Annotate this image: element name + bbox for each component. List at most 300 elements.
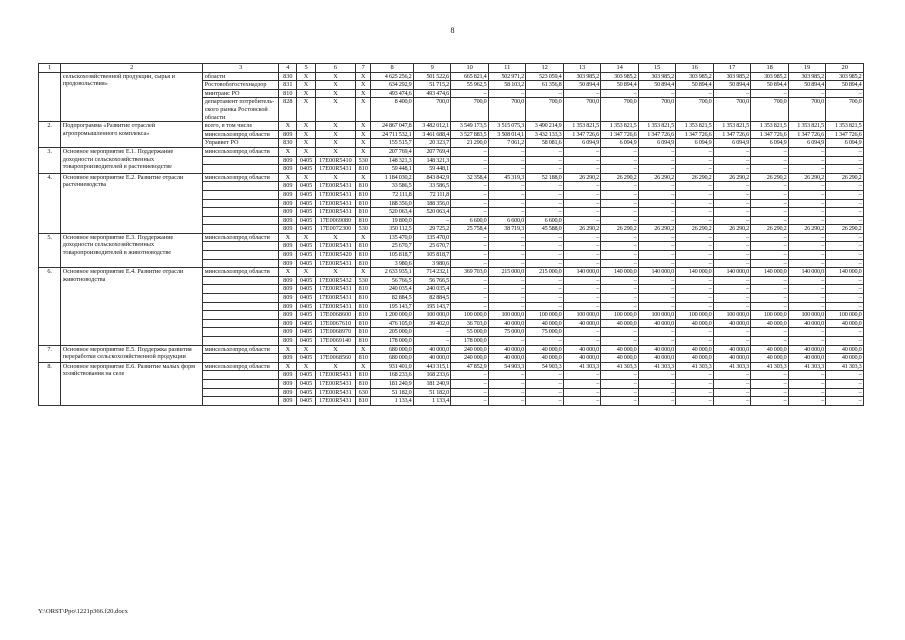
amount-cell: – [751,165,789,174]
amount-cell: – [826,156,864,165]
amount-cell: – [563,276,601,285]
amount-cell: 26 290,2 [826,225,864,234]
amount-cell: 40 000,0 [488,354,526,363]
amount-cell: – [563,165,601,174]
budget-code-cell: X [356,122,371,131]
amount-cell: 25 670,7 [413,242,451,251]
amount-cell: – [788,371,826,380]
budget-code-cell: 17Е00R5431 [315,199,356,208]
amount-cell: 100 000,0 [413,311,451,320]
amount-cell: 240 000,0 [451,354,489,363]
budget-code-cell: X [315,345,356,354]
budget-code-cell: 809 [279,337,297,346]
amount-cell: 493 474,6 [371,89,414,98]
executor [203,285,279,294]
item-number: 2. [39,122,61,148]
amount-cell: – [601,89,639,98]
amount-cell: 75 000,0 [526,328,564,337]
executor: минсельхозпрод области [203,130,279,139]
amount-cell: – [751,216,789,225]
amount-cell: 4 625 256,2 [371,72,414,81]
budget-code-cell: 809 [279,156,297,165]
amount-cell: – [488,276,526,285]
amount-cell: – [676,242,714,251]
amount-cell: 303 985,2 [826,72,864,81]
amount-cell: 6 094,9 [713,139,751,148]
amount-cell: 26 290,2 [638,173,676,182]
amount-cell: – [563,259,601,268]
amount-cell: 26 290,2 [788,173,826,182]
table-row [39,147,864,156]
amount-cell: – [563,242,601,251]
amount-cell: 100 000,0 [638,311,676,320]
amount-cell: – [788,251,826,260]
amount-cell: 700,0 [788,98,826,122]
program-name: Основное мероприятие Е.3. Поддержание доходности сельскохозяйственных товаропроизводителей в животноводстве [61,233,203,267]
budget-code-cell: 809 [279,319,297,328]
amount-cell: 700,0 [451,98,489,122]
amount-cell: 700,0 [488,98,526,122]
amount-cell: 40 000,0 [638,354,676,363]
amount-cell: – [713,379,751,388]
amount-cell: – [601,216,639,225]
amount-cell: 26 290,2 [601,225,639,234]
amount-cell: – [713,216,751,225]
executor [203,199,279,208]
budget-code-cell: 17Е00R5431 [315,371,356,380]
amount-cell: 51 715,2 [413,81,451,90]
amount-cell: – [826,233,864,242]
amount-cell: 1 353 821,5 [788,122,826,131]
amount-cell: 6 094,9 [676,139,714,148]
amount-cell: – [676,165,714,174]
amount-cell: – [713,302,751,311]
executor [203,242,279,251]
amount-cell: 100 000,0 [601,311,639,320]
budget-code-cell: 809 [279,259,297,268]
amount-cell: – [751,328,789,337]
amount-cell: 55 962,5 [451,81,489,90]
amount-cell: – [601,156,639,165]
amount-cell: – [601,302,639,311]
amount-cell: – [826,242,864,251]
amount-cell: 19 800,0 [371,216,414,225]
amount-cell: 195 143,7 [413,302,451,311]
amount-cell: 700,0 [751,98,789,122]
amount-cell: 714 232,1 [413,268,451,277]
amount-cell: – [788,379,826,388]
amount-cell: – [488,397,526,406]
amount-cell: – [751,156,789,165]
amount-cell: – [526,147,564,156]
amount-cell: 40 000,0 [788,319,826,328]
budget-code-cell: X [315,139,356,148]
budget-code-cell: X [279,345,297,354]
amount-cell: 195 143,7 [371,302,414,311]
amount-cell: – [751,397,789,406]
budget-code-cell: 17Е00R5431 [315,285,356,294]
amount-cell: 1 133,4 [371,397,414,406]
budget-code-cell: X [315,173,356,182]
column-number: 16 [676,64,714,73]
amount-cell: 240 000,0 [451,345,489,354]
amount-cell: – [451,156,489,165]
table-row [39,345,864,354]
amount-cell: – [526,165,564,174]
amount-cell: 140 000,0 [676,268,714,277]
budget-code-cell: X [315,130,356,139]
executor: Управвет РО [203,139,279,148]
budget-code-cell: X [297,89,315,98]
amount-cell: – [488,285,526,294]
amount-cell: – [488,208,526,217]
amount-cell: 207 769,4 [413,147,451,156]
amount-cell: – [788,190,826,199]
amount-cell: 181 240,9 [413,379,451,388]
amount-cell: 59 448,1 [371,165,414,174]
amount-cell: 350 112,5 [371,225,414,234]
amount-cell: – [563,294,601,303]
amount-cell: 41 303,3 [788,362,826,371]
budget-code-cell: 17Е00R5431 [315,388,356,397]
budget-code-cell: 0405 [297,311,315,320]
budget-code-cell: X [356,345,371,354]
amount-cell: – [638,388,676,397]
budget-code-cell: X [315,233,356,242]
amount-cell: 168 233,6 [413,371,451,380]
budget-code-cell: 831 [279,81,297,90]
amount-cell: 100 000,0 [713,311,751,320]
amount-cell: 40 000,0 [713,354,751,363]
amount-cell: 26 290,2 [751,173,789,182]
amount-cell: 38 719,3 [488,225,526,234]
amount-cell: – [601,328,639,337]
amount-cell: 26 290,2 [676,225,714,234]
budget-code-cell: 809 [279,311,297,320]
amount-cell: – [563,302,601,311]
budget-code-cell: X [315,362,356,371]
amount-cell: 36 703,0 [451,319,489,328]
amount-cell: 1 353 821,5 [601,122,639,131]
budget-code-cell: 809 [279,285,297,294]
executor [203,251,279,260]
amount-cell: – [638,182,676,191]
amount-cell: 6 600,0 [451,216,489,225]
executor [203,397,279,406]
column-number: 4 [279,64,297,73]
amount-cell: – [563,156,601,165]
program-name: Основное мероприятие Е.6. Развитие малых форм хозяйствования на селе [61,362,203,405]
amount-cell: 303 985,2 [713,72,751,81]
amount-cell: 3 508 014,1 [488,130,526,139]
amount-cell: 50 894,4 [826,81,864,90]
program-name: Основное мероприятие Е.5. Поддержка развития переработки сельскохозяйственной продукции [61,345,203,362]
amount-cell: – [638,379,676,388]
amount-cell: – [676,294,714,303]
amount-cell: 40 000,0 [563,354,601,363]
amount-cell: 26 290,2 [826,173,864,182]
amount-cell: 100 000,0 [526,311,564,320]
budget-code-cell: 17Е00R5431 [315,208,356,217]
amount-cell: 1 353 821,5 [563,122,601,131]
amount-cell: – [676,147,714,156]
amount-cell: 8 400,0 [371,98,414,122]
budget-code-cell: 17Е00R5431 [315,242,356,251]
amount-cell: – [451,371,489,380]
amount-cell: – [751,190,789,199]
amount-cell: – [601,294,639,303]
amount-cell: – [601,379,639,388]
amount-cell: – [826,216,864,225]
executor [203,216,279,225]
amount-cell: – [676,199,714,208]
amount-cell: – [788,182,826,191]
amount-cell: 26 290,2 [563,225,601,234]
table-row [39,362,864,371]
budget-code-cell: 0405 [297,225,315,234]
budget-code-cell: X [279,173,297,182]
budget-code-cell: X [356,81,371,90]
amount-cell: – [638,302,676,311]
amount-cell: – [488,259,526,268]
amount-cell: 100 000,0 [788,311,826,320]
table-row [39,173,864,182]
executor [203,328,279,337]
amount-cell: – [601,182,639,191]
amount-cell: – [638,242,676,251]
amount-cell: – [751,337,789,346]
budget-code-cell: 0405 [297,156,315,165]
budget-code-cell: X [356,72,371,81]
budget-code-cell: 810 [356,285,371,294]
executor [203,371,279,380]
budget-code-cell: X [315,98,356,122]
amount-cell: 205 000,0 [371,328,414,337]
budget-code-cell: 809 [279,294,297,303]
amount-cell: – [601,388,639,397]
amount-cell: – [676,276,714,285]
amount-cell: 40 000,0 [713,319,751,328]
amount-cell: – [451,379,489,388]
budget-code-cell: X [356,98,371,122]
amount-cell: 493 474,6 [413,89,451,98]
amount-cell: – [451,285,489,294]
amount-cell: – [826,285,864,294]
amount-cell: 40 000,0 [563,345,601,354]
amount-cell: 168 233,6 [371,371,414,380]
amount-cell: – [488,199,526,208]
amount-cell: 54 903,3 [488,362,526,371]
column-number: 8 [371,64,414,73]
budget-code-cell: 17Е0068600 [315,311,356,320]
item-number: 3. [39,147,61,173]
amount-cell: – [826,147,864,156]
amount-cell: – [676,379,714,388]
budget-code-cell: 810 [356,337,371,346]
amount-cell: 40 000,0 [788,354,826,363]
amount-cell: 140 000,0 [563,268,601,277]
item-number: 8. [39,362,61,405]
executor [203,379,279,388]
amount-cell: – [563,182,601,191]
budget-code-cell: 17Е00R5432 [315,276,356,285]
budget-code-cell: 17Е0072300 [315,225,356,234]
budget-code-cell: 810 [356,319,371,328]
amount-cell: 40 000,0 [601,345,639,354]
amount-cell: 100 000,0 [826,311,864,320]
amount-cell: 140 000,0 [638,268,676,277]
amount-cell: 40 000,0 [713,345,751,354]
column-number: 12 [526,64,564,73]
amount-cell: – [488,89,526,98]
amount-cell: 29 725,2 [413,225,451,234]
amount-cell: 24 867 047,8 [371,122,414,131]
budget-code-cell: 17Е00R5431 [315,302,356,311]
amount-cell: – [526,285,564,294]
budget-code-cell: 17Е00R5431 [315,190,356,199]
budget-code-cell: X [279,362,297,371]
budget-code-cell: 809 [279,242,297,251]
amount-cell: – [526,208,564,217]
budget-code-cell: 810 [279,89,297,98]
column-number: 1 [39,64,61,73]
amount-cell: 40 000,0 [788,345,826,354]
program-name: Основное мероприятие Е.1. Поддержание доходности сельскохозяйственных товаропроизводителей в растениеводстве [61,147,203,173]
budget-code-cell: X [297,362,315,371]
amount-cell: – [488,156,526,165]
amount-cell: 665 821,4 [451,72,489,81]
amount-cell: 303 985,2 [563,72,601,81]
amount-cell: – [788,276,826,285]
amount-cell: 41 303,3 [601,362,639,371]
executor [203,354,279,363]
amount-cell: – [713,337,751,346]
amount-cell: – [788,337,826,346]
executor [203,302,279,311]
amount-cell: – [563,208,601,217]
amount-cell: – [713,328,751,337]
amount-cell: 40 000,0 [826,319,864,328]
amount-cell: – [676,89,714,98]
item-number: 7. [39,345,61,362]
amount-cell: – [676,233,714,242]
budget-code-cell: 810 [356,190,371,199]
amount-cell: – [451,190,489,199]
amount-cell: – [526,182,564,191]
amount-cell: 3 980,6 [371,259,414,268]
amount-cell: – [676,328,714,337]
budget-code-cell: 830 [279,72,297,81]
amount-cell: – [638,165,676,174]
amount-cell: 3 515 075,3 [488,122,526,131]
amount-cell: – [563,328,601,337]
amount-cell: – [526,337,564,346]
budget-code-cell: 630 [356,388,371,397]
amount-cell: 520 063,4 [413,208,451,217]
amount-cell: – [451,302,489,311]
budget-code-cell: 828 [279,98,297,122]
amount-cell: 40 000,0 [638,319,676,328]
amount-cell: 6 094,9 [638,139,676,148]
executor: минтранс РО [203,89,279,98]
budget-code-cell: X [297,72,315,81]
amount-cell: – [713,259,751,268]
amount-cell: – [526,371,564,380]
amount-cell: 26 290,2 [751,225,789,234]
budget-code-cell: 810 [356,294,371,303]
budget-code-cell: 0405 [297,259,315,268]
amount-cell: – [526,302,564,311]
amount-cell: 72 111,8 [413,190,451,199]
budget-code-cell: 809 [279,371,297,380]
amount-cell: – [563,233,601,242]
amount-cell: 700,0 [713,98,751,122]
amount-cell: – [788,259,826,268]
amount-cell: 40 000,0 [526,319,564,328]
budget-code-cell: 810 [356,311,371,320]
page-number: 8 [450,26,455,35]
budget-code-cell: X [356,173,371,182]
budget-code-cell: 0405 [297,379,315,388]
amount-cell: 40 000,0 [638,345,676,354]
amount-cell: – [788,285,826,294]
amount-cell: – [451,388,489,397]
budget-code-cell: 809 [279,397,297,406]
budget-code-cell: X [279,233,297,242]
amount-cell: 1 353 821,5 [826,122,864,131]
budget-code-cell: X [297,130,315,139]
amount-cell: – [751,294,789,303]
budget-code-cell: 0405 [297,199,315,208]
amount-cell: – [563,371,601,380]
amount-cell: – [451,242,489,251]
amount-cell: 6 094,9 [601,139,639,148]
amount-cell: – [676,208,714,217]
executor: минсельхозпрод области [203,147,279,156]
budget-code-cell: 809 [279,251,297,260]
amount-cell: – [488,251,526,260]
amount-cell: 100 000,0 [451,311,489,320]
amount-cell: 843 842,9 [413,173,451,182]
amount-cell: 1 347 726,6 [563,130,601,139]
amount-cell: – [601,251,639,260]
amount-cell: – [751,371,789,380]
amount-cell: 148 321,3 [371,156,414,165]
amount-cell: 1 353 821,5 [638,122,676,131]
budget-code-cell: 810 [356,302,371,311]
amount-cell: – [563,147,601,156]
amount-cell: 7 061,2 [488,139,526,148]
program-name: Подпрограмма «Развитие отраслей агропромышленного комплекса» [61,122,203,148]
amount-cell: – [526,397,564,406]
amount-cell: – [488,337,526,346]
executor: всего, в том числе [203,122,279,131]
budget-code-cell: 830 [279,139,297,148]
budget-code-cell: 809 [279,302,297,311]
amount-cell: – [751,276,789,285]
executor: минсельхозпрод области [203,345,279,354]
amount-cell: 1 353 821,5 [751,122,789,131]
amount-cell: – [563,190,601,199]
amount-cell: 40 000,0 [676,319,714,328]
amount-cell: – [713,190,751,199]
budget-code-cell: X [297,81,315,90]
amount-cell: 700,0 [601,98,639,122]
amount-cell: – [563,251,601,260]
amount-cell: 26 290,2 [563,173,601,182]
amount-cell: – [713,182,751,191]
amount-cell: – [638,156,676,165]
